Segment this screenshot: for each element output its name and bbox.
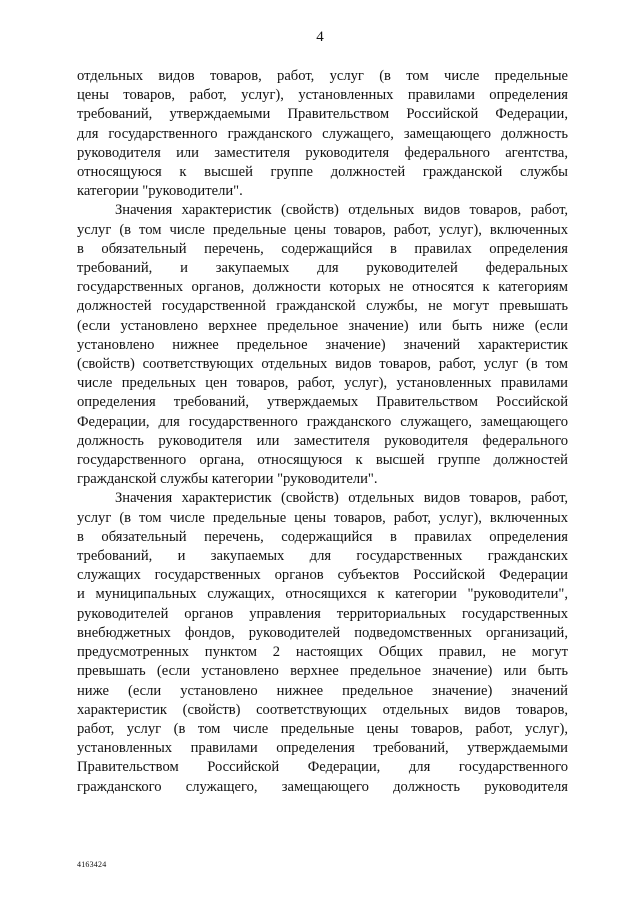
text-line: государственных органов, должности которых не относятся к категориям <box>77 279 568 296</box>
text-line: ниже (если установлено нижнее предельное значение) значений <box>77 682 568 699</box>
text-line: требований, и закупаемых для государственных гражданских <box>77 548 568 565</box>
text-line: услуг (в том числе предельные цены товаров, работ, услуг), включенных <box>77 509 568 526</box>
text-line: (если установлено верхнее предельное значение) или быть ниже (если <box>77 317 568 334</box>
text-line: категории "руководители". <box>77 183 243 200</box>
text-line: определения требований, утверждаемых Правительством Российской <box>77 394 568 411</box>
document-code: 4163424 <box>77 860 107 869</box>
text-line: государственного органа, относящуюся к высшей группе должностей <box>77 452 568 469</box>
text-line: руководителя или заместителя руководителя федерального агентства, <box>77 144 568 161</box>
text-line: в обязательный перечень, содержащийся в правилах определения <box>77 240 568 257</box>
text-line: в обязательный перечень, содержащийся в правилах определения <box>77 528 568 545</box>
text-line: числе предельных цен товаров, работ, услуг), установленных правилами <box>77 375 568 392</box>
text-line: и муниципальных служащих, относящихся к категории "руководители", <box>77 586 568 603</box>
text-line: гражданского служащего, замещающего должность руководителя <box>77 778 568 795</box>
text-line: услуг (в том числе предельные цены товаров, работ, услуг), включенных <box>77 221 568 238</box>
text-line: характеристик (свойств) соответствующих отдельных видов товаров, <box>77 701 568 718</box>
text-line: установлено нижнее предельное значение) значений характеристик <box>77 336 568 353</box>
text-line: превышать (если установлено верхнее предельное значение) или быть <box>77 663 568 680</box>
text-line: для государственного гражданского служащего, замещающего должность <box>77 125 568 142</box>
text-line: (свойств) соответствующих отдельных видов товаров, работ, услуг (в том <box>77 356 568 373</box>
text-line: должность руководителя или заместителя руководителя федерального <box>77 432 568 449</box>
text-line: требований, утверждаемыми Правительством Российской Федерации, <box>77 106 568 123</box>
text-line: предусмотренных пунктом 2 настоящих Общих правил, не могут <box>77 644 568 661</box>
text-line: Правительством Российской Федерации, для государственного <box>77 759 568 776</box>
page-number: 4 <box>316 29 324 45</box>
text-line: цены товаров, работ, услуг), установленных правилами определения <box>77 87 568 104</box>
text-line: работ, услуг (в том числе предельные цены товаров, работ, услуг), <box>77 720 568 737</box>
text-line: Федерации, для государственного гражданского служащего, замещающего <box>77 413 568 430</box>
text-line: Значения характеристик (свойств) отдельных видов товаров, работ, <box>115 202 568 219</box>
text-line: отдельных видов товаров, работ, услуг (в том числе предельные <box>77 68 568 84</box>
text-line: требований, и закупаемых для руководителей федеральных <box>77 260 568 277</box>
text-line: установленных правилами определения требований, утверждаемыми <box>77 740 568 757</box>
text-line: Значения характеристик (свойств) отдельных видов товаров, работ, <box>115 490 568 507</box>
text-line: руководителей органов управления территориальных государственных <box>77 605 568 622</box>
text-line: должностей государственной гражданской службы, не могут превышать <box>77 298 568 315</box>
paragraph-continuation <box>77 67 568 201</box>
text-line: гражданской службы категории "руководители". <box>77 471 378 488</box>
text-line: внебюджетных фондов, руководителей подведомственных организаций, <box>77 624 568 641</box>
paragraph-federal-heads <box>77 201 568 489</box>
text-line: относящуюся к высшей группе должностей гражданской службы <box>77 164 568 181</box>
text-line: служащих государственных органов субъектов Российской Федерации <box>77 567 568 584</box>
document-body <box>77 67 568 797</box>
paragraph-regional-servants <box>77 489 568 796</box>
